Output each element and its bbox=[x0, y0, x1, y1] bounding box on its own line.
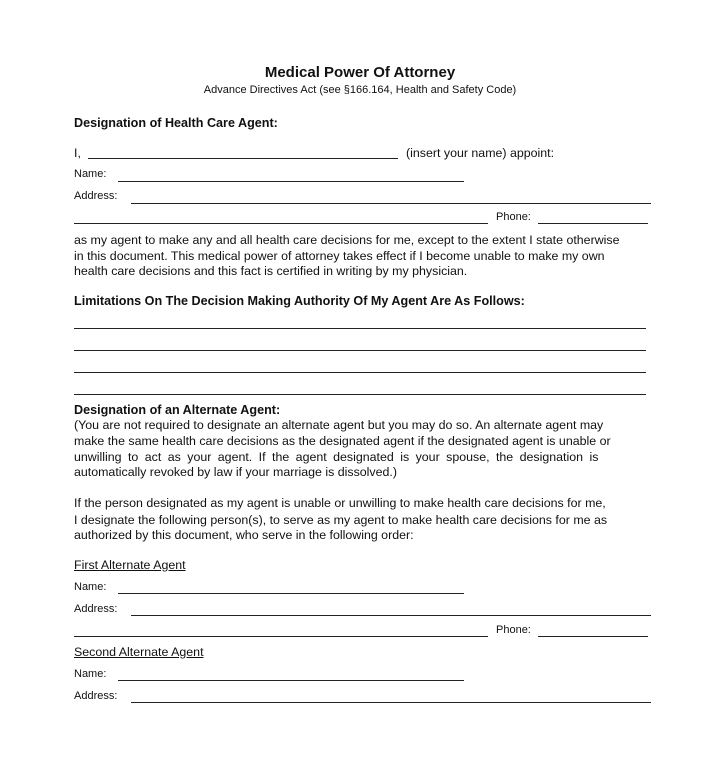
alternate-order-line: authorized by this document, who serve in the following order: bbox=[74, 528, 414, 542]
agent-address-label: Address: bbox=[74, 190, 118, 202]
agent-address-field-1[interactable] bbox=[131, 203, 651, 204]
second-alternate-name-field[interactable] bbox=[118, 680, 464, 681]
principal-name-field[interactable] bbox=[88, 158, 398, 159]
i-label: I, bbox=[74, 146, 81, 160]
first-alternate-name-field[interactable] bbox=[118, 593, 464, 594]
limitations-line-3[interactable] bbox=[74, 372, 646, 373]
first-alternate-address-label: Address: bbox=[74, 603, 118, 615]
limitations-line-2[interactable] bbox=[74, 350, 646, 351]
agent-name-label: Name: bbox=[74, 168, 107, 180]
document-subtitle: Advance Directives Act (see §166.164, Health and Safety Code) bbox=[203, 84, 517, 96]
second-alternate-address-field-1[interactable] bbox=[131, 702, 651, 703]
designation-paragraph-line: health care decisions and this fact is certified in writing by my physician. bbox=[74, 264, 468, 278]
alternate-note-line: unwilling to act as your agent. If the agent designated is your spouse, the designation is bbox=[74, 450, 599, 464]
first-alternate-name-label: Name: bbox=[74, 581, 107, 593]
limitations-heading: Limitations On The Decision Making Authority Of My Agent Are As Follows: bbox=[74, 294, 525, 308]
second-alternate-name-label: Name: bbox=[74, 668, 107, 680]
designation-paragraph-line: in this document. This medical power of attorney takes effect if I become unable to make my own bbox=[74, 249, 605, 263]
first-alternate-agent-label: First Alternate Agent bbox=[74, 558, 186, 572]
agent-address-field-2[interactable] bbox=[74, 223, 488, 224]
first-alternate-phone-field[interactable] bbox=[538, 636, 648, 637]
alternate-note-line: automatically revoked by law if your marriage is dissolved.) bbox=[74, 465, 397, 479]
insert-name-label: (insert your name) appoint: bbox=[406, 146, 555, 160]
first-alternate-phone-label: Phone: bbox=[496, 624, 531, 636]
second-alternate-address-label: Address: bbox=[74, 690, 118, 702]
second-alternate-agent-label: Second Alternate Agent bbox=[74, 645, 204, 659]
alternate-order-line: I designate the following person(s), to serve as my agent to make health care decisions for me as bbox=[74, 513, 608, 527]
first-alternate-address-field-2[interactable] bbox=[74, 636, 488, 637]
alternate-note-line: make the same health care decisions as the designated agent if the designated agent is unable or bbox=[74, 434, 611, 448]
agent-name-field[interactable] bbox=[118, 181, 464, 182]
designation-paragraph-line: as my agent to make any and all health care decisions for me, except to the extent I state otherwise bbox=[74, 233, 620, 247]
designation-heading: Designation of Health Care Agent: bbox=[74, 116, 278, 130]
alternate-order-line: If the person designated as my agent is unable or unwilling to make health care decisions for me, bbox=[74, 496, 606, 510]
alternate-heading: Designation of an Alternate Agent: bbox=[74, 403, 281, 417]
agent-phone-field[interactable] bbox=[538, 223, 648, 224]
limitations-line-4[interactable] bbox=[74, 394, 646, 395]
agent-phone-label: Phone: bbox=[496, 211, 531, 223]
document-title: Medical Power Of Attorney bbox=[264, 64, 456, 81]
first-alternate-address-field-1[interactable] bbox=[131, 615, 651, 616]
limitations-line-1[interactable] bbox=[74, 328, 646, 329]
alternate-note-line: (You are not required to designate an alternate agent but you may do so. An alternate agent may bbox=[74, 418, 604, 432]
